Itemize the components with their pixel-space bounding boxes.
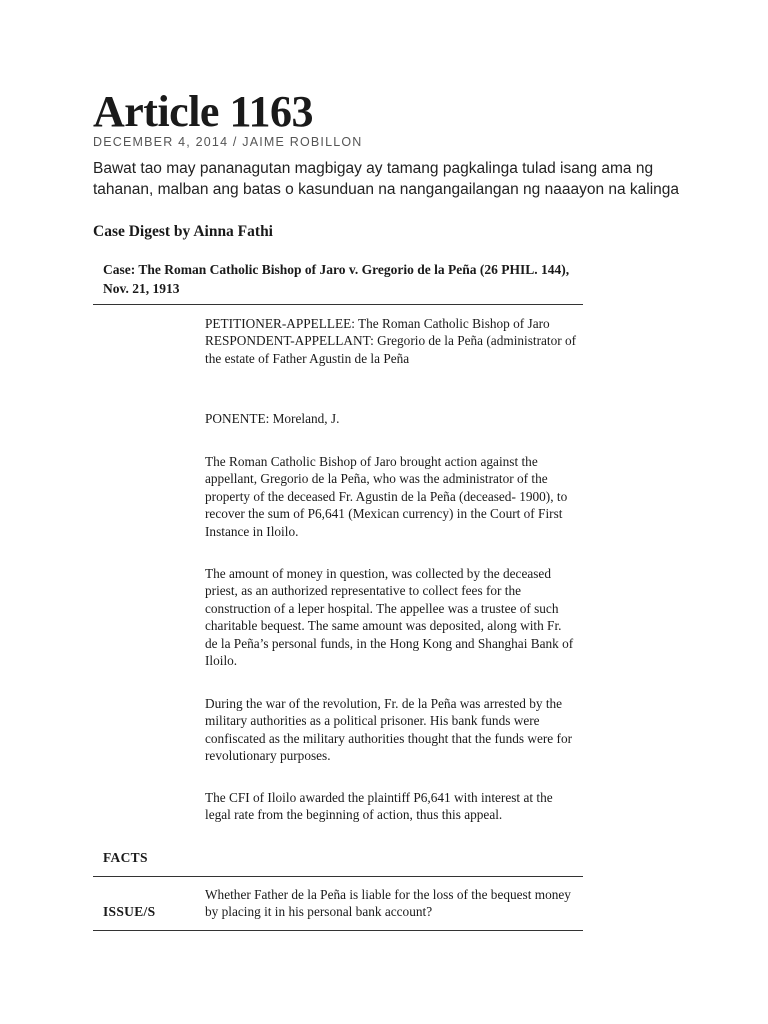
issue-text: Whether Father de la Peña is liable for the loss of the bequest money by placing it in his personal bank account? — [205, 887, 571, 920]
ponente-text: PONENTE: Moreland, J. — [205, 411, 340, 426]
article-meta: DECEMBER 4, 2014 / JAIME ROBILLON — [93, 135, 363, 149]
facts-label: FACTS — [103, 850, 148, 865]
digest-author-heading: Case Digest by Ainna Fathi — [93, 223, 273, 240]
respondent-text: RESPONDENT-APPELLANT: Gregorio de la Peña (administrator of the estate of Father Agustin de la Peña — [205, 333, 577, 366]
table-divider — [93, 876, 583, 877]
case-title: Case: The Roman Catholic Bishop of Jaro v. Gregorio de la Peña (26 PHIL. 144), Nov. 21, 1913 — [103, 262, 570, 296]
petitioner-text: PETITIONER-APPELLEE: The Roman Catholic Bishop of Jaro — [205, 316, 550, 331]
facts-paragraph: The CFI of Iloilo awarded the plaintiff P6,641 with interest at the legal rate from the beginning of action, thus this appeal. — [205, 790, 553, 823]
article-title: Article 1163 — [93, 87, 314, 136]
facts-paragraph: The amount of money in question, was collected by the deceased priest, as an authorized representative to collect fees for the construction of a leper hospital. The appellee was a trustee of such charitable bequest. The same amount was deposited, along with Fr. de la Peña’s personal funds, in the Hong Kong and Shanghai Bank of Iloilo. — [205, 566, 574, 669]
issue-label: ISSUE/S — [103, 904, 156, 919]
table-divider — [93, 304, 583, 305]
table-divider — [93, 930, 583, 931]
facts-paragraph: During the war of the revolution, Fr. de la Peña was arrested by the military authorities as a political prisoner. His bank funds were confiscated as the military authorities thought that the funds were for revolutionary purposes. — [205, 696, 573, 764]
facts-paragraph: The Roman Catholic Bishop of Jaro brought action against the appellant, Gregorio de la Peña, who was the administrator of the property of the deceased Fr. Agustin de la Peña (deceased- 1900), to recover the sum of P6,641 (Mexican currency) in the Court of First Instance in Iloilo. — [205, 454, 568, 539]
parties-cell — [205, 315, 577, 367]
article-intro: Bawat tao may pananagutan magbigay ay tamang pagkalinga tulad isang ama ng tahanan, malban ang batas o kasunduan na nangangailangan ng naaayon na kalinga — [93, 160, 680, 198]
